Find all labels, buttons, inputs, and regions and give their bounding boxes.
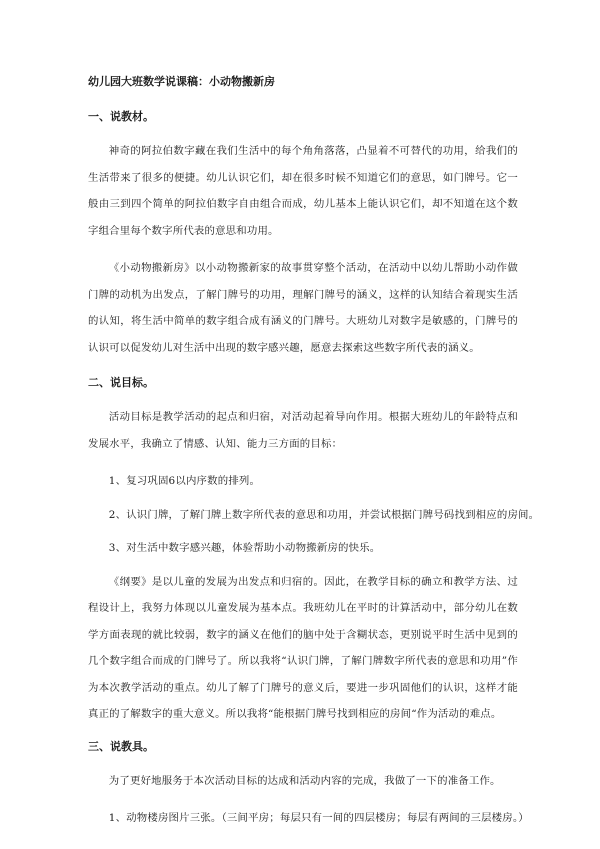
paragraph: 《纲要》是以儿童的发展为出发点和归宿的。因此，在教学目标的确立和教学方法、过程设计上，我努力体现以儿童发展为基本点。我班幼儿在平时的计算活动中，部分幼儿在数学方面表现的就比较弱，数字的涵义在他们的脑中处于含糊状态，更别说平时生活中见到的几个数字组合而成的门牌号了。所以我将“认识门牌，了解门牌数字所代表的意思和功用”作为本次教学活动的重点。幼儿了解了门牌号的意义后，要进一步巩固他们的认识，这样才能真正的了解数字的重大意义。所以我将“能根据门牌号找到相应的房间“作为活动的难点。: [88, 575, 518, 720]
list-item: 1、动物楼房图片三张。（三间平房；每层只有一间的四层楼房；每层有两间的三层楼房。）: [108, 812, 529, 824]
section-goals: [88, 375, 540, 728]
section-heading: 一、说教材。: [88, 110, 154, 123]
paragraph: 活动目标是教学活动的起点和归宿，对活动起着导向作用。根据大班幼儿的年龄特点和发展水平，我确立了情感、认知、能力三方面的目标：: [88, 411, 518, 450]
section-teaching-material: [88, 109, 518, 361]
document-title: 幼儿园大班数学说课稿：小动物搬新房: [88, 75, 275, 88]
section-heading: 二、说目标。: [88, 376, 154, 389]
section-teaching-aids: [88, 739, 529, 832]
list-item: 2、认识门牌，了解门牌上数字所代表的意思和功用，并尝试根据门牌号码找到相应的房间。: [108, 508, 540, 521]
paragraph: 《小动物搬新房》以小动物搬新家的故事贯穿整个活动，在活动中以幼儿帮助小动作做门牌的动机为出发点，了解门牌号的功用，理解门牌号的涵义，这样的认知结合着现实生活的认知，将生活中简单的数字组合成有涵义的门牌号。大班幼儿对数字是敏感的，门牌号的认识可以促发幼儿对生活中出现的数字感兴趣，愿意去探索这些数字所代表的涵义。: [88, 262, 518, 354]
paragraph: 为了更好地服务于本次活动目标的达成和活动内容的完成，我做了一下的准备工作。: [108, 774, 501, 787]
list-item: 3、对生活中数字感兴趣，体验帮助小动物搬新房的快乐。: [108, 542, 381, 554]
section-heading: 三、说教具。: [88, 739, 154, 753]
list-item: 1、复习巩固6以内序数的排列。: [108, 475, 261, 487]
document-page: [88, 74, 540, 839]
paragraph: 神奇的阿拉伯数字藏在我们生活中的每个角角落落，凸显着不可替代的功用，给我们的生活带来了很多的便捷。幼儿认识它们，却在很多时候不知道它们的意思，如门牌号。它一般由三到四个简单的阿拉伯数字自由组合而成，幼儿基本上能认识它们，却不知道在这个数字组合里每个数字所代表的意思和功用。: [88, 145, 518, 237]
